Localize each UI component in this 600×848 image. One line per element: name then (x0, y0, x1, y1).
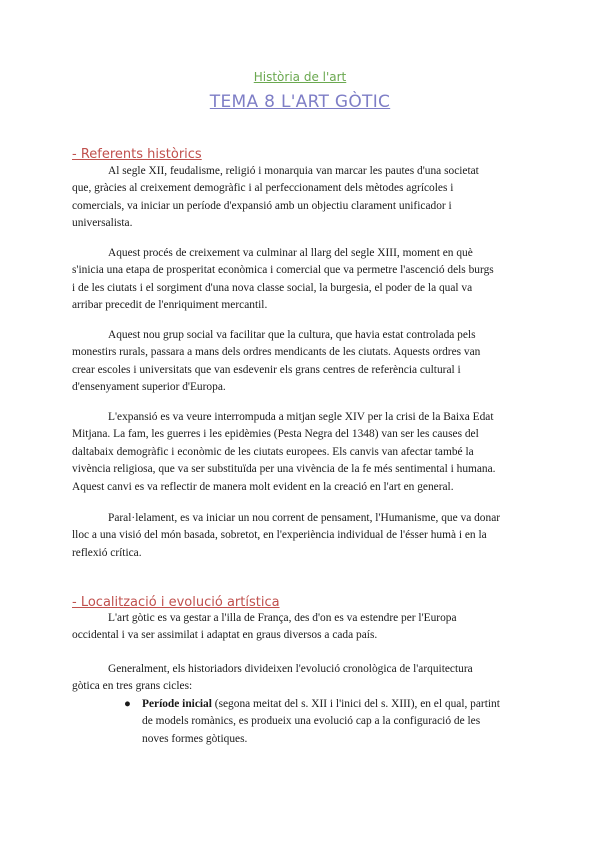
text-line: L'art gòtic es va gestar a l'illa de França, des d'on es va estendre per l'Europa (108, 612, 457, 624)
text-line: Al segle XII, feudalisme, religió i monarquia van marcar les pautes d'una societat (108, 165, 479, 177)
text-line: d'ensenyament superior d'Europa. (72, 381, 226, 394)
text-line: monestirs rurals, passara a mans dels ordres mendicants de les ciutats. Aquests ordres van (72, 346, 481, 359)
text-line: i de les ciutats i el sorgiment d'una nova classe social, la burgesia, el poder de la qual va (72, 281, 473, 294)
section-heading-localitzacio: - Localització i evolució artística (72, 595, 280, 610)
text-line: Aquest nou grup social va facilitar que la cultura, que havia estat controlada pels (108, 329, 476, 341)
bullet-term: Període inicial (142, 698, 212, 710)
text-line: arribar precedit de l'enriquiment mercantil. (72, 299, 268, 312)
subject-title: Història de l'art (253, 70, 347, 84)
bullet-icon: ● (124, 698, 131, 710)
text-line: que, gràcies al creixement demogràfic i al perfeccionament dels mètodes agrícoles i (72, 182, 454, 195)
page-title: TEMA 8 L'ART GÒTIC (209, 92, 391, 112)
text-line (128, 696, 538, 713)
text-line: noves formes gòtiques. (142, 732, 248, 745)
text-line: vivència religiosa, que va ser substituïda per una vivència de la fe més sentimental i humana. (72, 463, 496, 476)
paragraph-2 (72, 245, 532, 315)
text-line: comercials, va iniciar un període d'expansió amb un objectiu clarament unificador i (72, 199, 452, 212)
text-line: gòtica en tres grans cicles: (72, 680, 193, 693)
paragraph-3 (72, 327, 532, 397)
text-line: de models romànics, es produeix una evolució cap a la configuració de les (142, 715, 481, 728)
section-heading-referents: - Referents històrics (72, 147, 202, 162)
text-line: universalista. (72, 217, 133, 230)
paragraph-6 (72, 610, 532, 645)
text-line: Aquest canvi es va reflectir de manera molt evident en la creació en l'art en general. (72, 480, 454, 493)
text-line: Generalment, els historiadors divideixen l'evolució cronològica de l'arquitectura (108, 663, 473, 675)
text-line: crear escoles i universitats que van esdevenir els grans centres de referència cultural i (72, 363, 461, 376)
text-line: Mitjana. La fam, les guerres i les epidèmies (Pesta Negra del 1348) van ser les causes del (72, 428, 479, 441)
paragraph-5 (72, 510, 532, 562)
text-line: Aquest procés de creixement va culminar al llarg del segle XIII, moment en què (108, 247, 473, 259)
text-line: Paral·lelament, es va iniciar un nou corrent de pensament, l'Humanisme, que va donar (108, 512, 501, 524)
text-line: L'expansió es va veure interrompuda a mitjan segle XIV per la crisi de la Baixa Edat (108, 411, 494, 423)
text-line: daltabaix demogràfic i econòmic de les ciutats europees. Els canvis van afectar també la (72, 445, 474, 458)
paragraph-7 (72, 661, 532, 696)
paragraph-4 (72, 409, 532, 496)
paragraph-1 (72, 163, 532, 233)
text-line: lloc a una visió del món basada, sobretot, en l'experiència individual de l'ésser humà i en la (72, 529, 487, 542)
text-line: s'inicia una etapa de prosperitat econòmica i comercial que va permetre l'ascenció dels burgs (72, 264, 494, 277)
text-line: reflexió crítica. (72, 546, 142, 559)
bullet-text: (segona meitat del s. XII i l'inici del s. XIII), en el qual, partint (211, 698, 500, 710)
text-line: occidental i va ser assimilat i adaptat en graus diversos a cada país. (72, 629, 378, 642)
list-item (124, 696, 538, 748)
